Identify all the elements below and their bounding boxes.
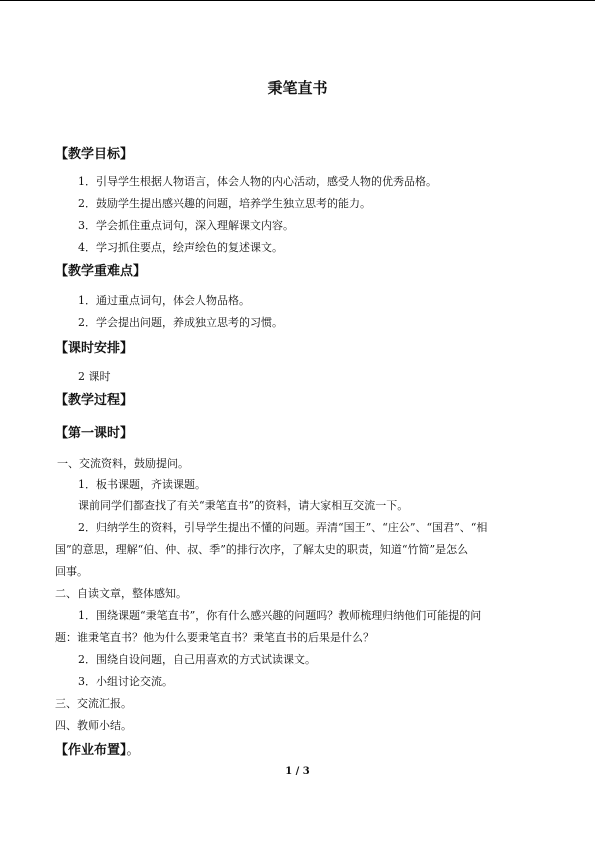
- homework-trailing-mark: 。: [126, 743, 140, 758]
- document-title: 秉笔直书: [267, 79, 328, 97]
- heading-teaching-goals: 【教学目标】: [55, 147, 134, 162]
- goal-item-3: 3．学会抓住重点词句，深入理解课文内容。: [78, 219, 294, 232]
- keypoint-item-2: 2．学会提出问题，养成独立思考的习惯。: [78, 316, 283, 329]
- process-line-6: 回事。: [55, 565, 88, 578]
- page-top-border: [0, 0, 595, 1]
- page-indicator: 1 / 3: [285, 766, 310, 777]
- process-line-3: 课前同学们都查找了有关“秉笔直书”的资料，请大家相互交流一下。: [78, 499, 409, 512]
- heading-schedule: 【课时安排】: [55, 341, 134, 356]
- goal-item-2: 2．鼓励学生提出感兴趣的问题，培养学生独立思考的能力。: [78, 197, 371, 210]
- schedule-text: 2 课时: [78, 370, 111, 383]
- heading-homework: [55, 742, 140, 760]
- process-line-7: 二、自读文章，整体感知。: [55, 587, 187, 600]
- process-line-11: 3．小组讨论交流。: [78, 675, 173, 688]
- process-line-5: 国”的意思，理解“伯、仲、叔、季”的排行次序，了解太史的职责，知道“竹简”是怎么: [55, 543, 469, 556]
- process-line-1: 一、交流资料，鼓励提问。: [57, 457, 189, 470]
- keypoint-item-1: 1．通过重点词句，体会人物品格。: [78, 294, 250, 307]
- process-line-4: 2．归纳学生的资料，引导学生提出不懂的问题。弄清“国王”、“庄公”、“国君”、“相: [78, 521, 488, 534]
- process-line-2: 1．板书课题，齐读课题。: [78, 478, 206, 491]
- heading-key-points: 【教学重难点】: [55, 264, 147, 279]
- process-line-9: 题：谁秉笔直书？他为什么要秉笔直书？秉笔直书的后果是什么？: [55, 631, 374, 644]
- homework-heading-text: 【作业布置】: [55, 743, 127, 758]
- goal-item-1: 1．引导学生根据人物语言，体会人物的内心活动，感受人物的优秀品格。: [78, 175, 437, 188]
- process-line-10: 2．围绕自设问题，自己用喜欢的方式试读课文。: [78, 653, 316, 666]
- goal-item-4: 4．学习抓住要点，绘声绘色的复述课文。: [78, 241, 283, 254]
- process-line-12: 三、交流汇报。: [55, 697, 132, 710]
- heading-teaching-process: 【教学过程】: [55, 393, 134, 408]
- process-line-8: 1．围绕课题“秉笔直书”，你有什么感兴趣的问题吗？教师梳理归纳他们可能提的问: [78, 609, 482, 622]
- heading-lesson-one: 【第一课时】: [55, 426, 134, 441]
- process-line-13: 四、教师小结。: [55, 719, 132, 732]
